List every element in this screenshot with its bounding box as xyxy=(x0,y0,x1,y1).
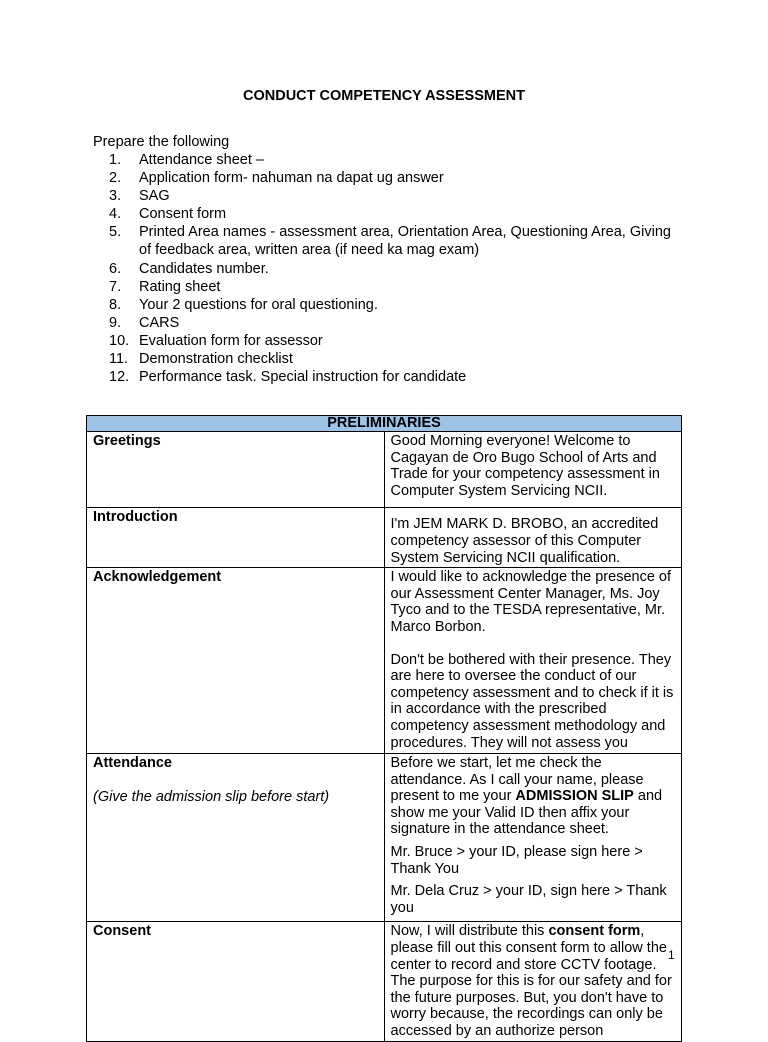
preparation-list xyxy=(93,151,683,386)
list-item: 4. Consent form xyxy=(109,206,227,223)
list-item: 10. Evaluation form for assessor xyxy=(109,332,323,349)
list-item: 6. Candidates number. xyxy=(109,260,269,277)
list-item: 3. SAG xyxy=(109,188,170,205)
list-item: 7. Rating sheet xyxy=(109,278,221,295)
intro-text: Prepare the following xyxy=(93,134,230,150)
row-content: Before we start, let me check the attendance. As I call your name, please present to me your ADMISSION SLIP and show me your Valid ID then affix your signature in the attendance sheet. Mr. Bruce > your ID, please sign here > Thank You Mr. Dela Cruz > your ID, sign here > Thank you xyxy=(384,754,682,922)
list-item: 5. Printed Area names - assessment area, Orientation Area, Questioning Area, Giving of feedback area, written area (if need ka mag exam) xyxy=(109,224,671,259)
preliminaries-table xyxy=(86,415,682,1042)
row-label: Acknowledgement xyxy=(87,568,385,754)
list-item: 2. Application form- nahuman na dapat ug answer xyxy=(109,170,444,187)
list-item: 8. Your 2 questions for oral questioning. xyxy=(109,296,378,313)
row-content: I would like to acknowledge the presence of our Assessment Center Manager, Ms. Joy Tyco and to the TESDA representative, Mr. Marco Borbon. Don't be bothered with their presence. They are here to oversee the conduct of our competency assessment and to check if it is in accordance with the prescribed competency assessment methodology and procedures. They will not assess you xyxy=(384,568,682,754)
page-title: CONDUCT COMPETENCY ASSESSMENT xyxy=(243,88,525,104)
list-item: 11. Demonstration checklist xyxy=(109,351,293,368)
table-row-introduction xyxy=(87,508,682,568)
table-row-attendance xyxy=(87,754,682,922)
list-item: 9. CARS xyxy=(109,314,180,331)
list-item: 12. Performance task. Special instruction for candidate xyxy=(109,369,467,386)
list-item: 1. Attendance sheet – xyxy=(109,152,264,168)
row-content: Good Morning everyone! Welcome to Cagayan de Oro Bugo School of Arts and Trade for your competency assessment in Computer System Servicing NCII. xyxy=(384,432,682,508)
row-content: I'm JEM MARK D. BROBO, an accredited competency assessor of this Computer System Servicing NCII qualification. xyxy=(384,508,682,568)
table-row-acknowledgement xyxy=(87,568,682,754)
row-label: Attendance (Give the admission slip before start) xyxy=(87,754,385,922)
page-number: 1 xyxy=(668,948,675,962)
row-note: (Give the admission slip before start) xyxy=(93,788,330,805)
row-label: Introduction xyxy=(87,508,385,568)
table-row-greetings xyxy=(87,432,682,508)
table-row-consent xyxy=(87,922,682,1041)
row-label: Consent xyxy=(87,922,385,1041)
table-header-row xyxy=(87,416,682,432)
row-content: Now, I will distribute this consent form, please fill out this consent form to allow the center to record and store CCTV footage. The purpose for this is for our safety and for the future purposes. But, you don't have to worry because, the recordings can only be accessed by an authorize person xyxy=(384,922,682,1041)
table-header: PRELIMINARIES xyxy=(87,416,682,432)
row-label: Greetings xyxy=(87,432,385,508)
